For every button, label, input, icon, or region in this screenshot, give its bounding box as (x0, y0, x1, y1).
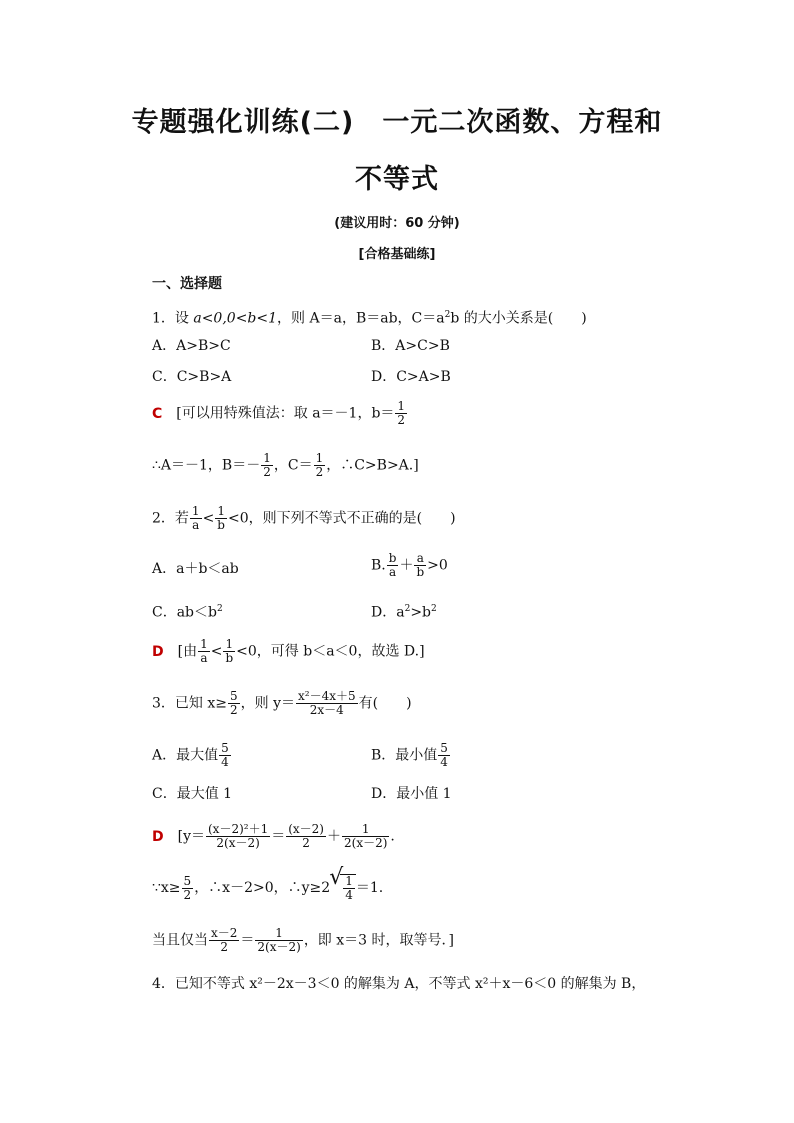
level-heading: [合格基础练] (358, 247, 436, 262)
time-note: (建议用时：60 分钟) (334, 216, 460, 231)
question-3-option-c: C．最大值 1 (152, 786, 233, 802)
question-3-option-b: B．最小值 $\frac{5}{4}$ (371, 741, 448, 769)
page-title-line1: 专题强化训练(二) 一元二次函数、方程和 (131, 107, 663, 138)
question-2-option-a: A．a＋b＜ab (152, 561, 239, 577)
question-1-option-a: A．A>B>C (152, 338, 231, 354)
question-1-answer: C (152, 405, 163, 422)
question-3-solution-1: D [y＝ $\frac{\text{(x－2)²＋1}}{2(x-2)}$ ＝ $\frac{(x-2)}{2}$ ＋ $\frac{1}{2(x-2)}$ . (152, 822, 395, 850)
question-2-option-c: C．$ab<b^2$ (152, 604, 223, 621)
question-2-answer: D (152, 643, 164, 660)
question-1-option-d: D．C>A>B (371, 369, 451, 385)
question-4-stem: 4．已知不等式 x²－2x－3＜0 的解集为 A，不等式 x²＋x－6＜0 的解集为 B， (152, 976, 646, 992)
section-heading: 一、选择题 (152, 276, 222, 292)
square-root: √ $\frac{1}{4}$ (340, 874, 356, 902)
question-1-stem: 1．设 a<0,0<b<1，则 A＝a，B＝ab，$C=a^2b$ 的大小关系是( ) (152, 310, 587, 327)
question-2-option-b: B. $\frac{b}{a}$ ＋ $\frac{a}{b}$ >0 (371, 551, 448, 579)
question-3-answer: D (152, 828, 164, 845)
question-1-solution-1: C [可以用特殊值法：取 a＝－1，b＝ $\frac{1}{2}$ (152, 399, 406, 427)
question-3-solution-2: ∵x≥ $\frac{5}{2}$ ，∴x－2>0，∴y≥2 √ $\frac{1}{4}$ ＝1. (152, 874, 383, 902)
question-3-option-a: A．最大值 $\frac{5}{4}$ (152, 741, 229, 769)
question-2-stem: 2．若 $\frac{1}{a}$ < $\frac{1}{b}$ <0，则下列不等式不正确的是( ) (152, 504, 456, 532)
question-1-option-b: B．A>C>B (371, 338, 450, 354)
question-2-option-d: D．$a^2>b^2$ (371, 604, 437, 621)
question-2-solution: D [由 $\frac{1}{a}$ < $\frac{1}{b}$ <0，可得 b＜a＜0，故选 D.] (152, 637, 425, 665)
question-3-solution-3: 当且仅当 $\frac{x-2}{2}$ ＝ $\frac{1}{2(x-2)}$ ，即 x＝3 时，取等号．] (152, 926, 454, 954)
question-1-option-c: C．C>B>A (152, 369, 232, 385)
question-3-option-d: D．最小值 1 (371, 786, 452, 802)
question-3-stem: 3．已知 x≥ $\frac{5}{2}$ ，则 y＝ $\frac{\text{x²－4x＋5}}{2x-4}$ 有( ) (152, 689, 412, 717)
question-1-solution-2: ∴A＝－1，B＝－ $\frac{1}{2}$ ，C＝ $\frac{1}{2}$ ，∴C>B>A.] (152, 451, 419, 479)
page-title-line2: 不等式 (355, 164, 439, 195)
